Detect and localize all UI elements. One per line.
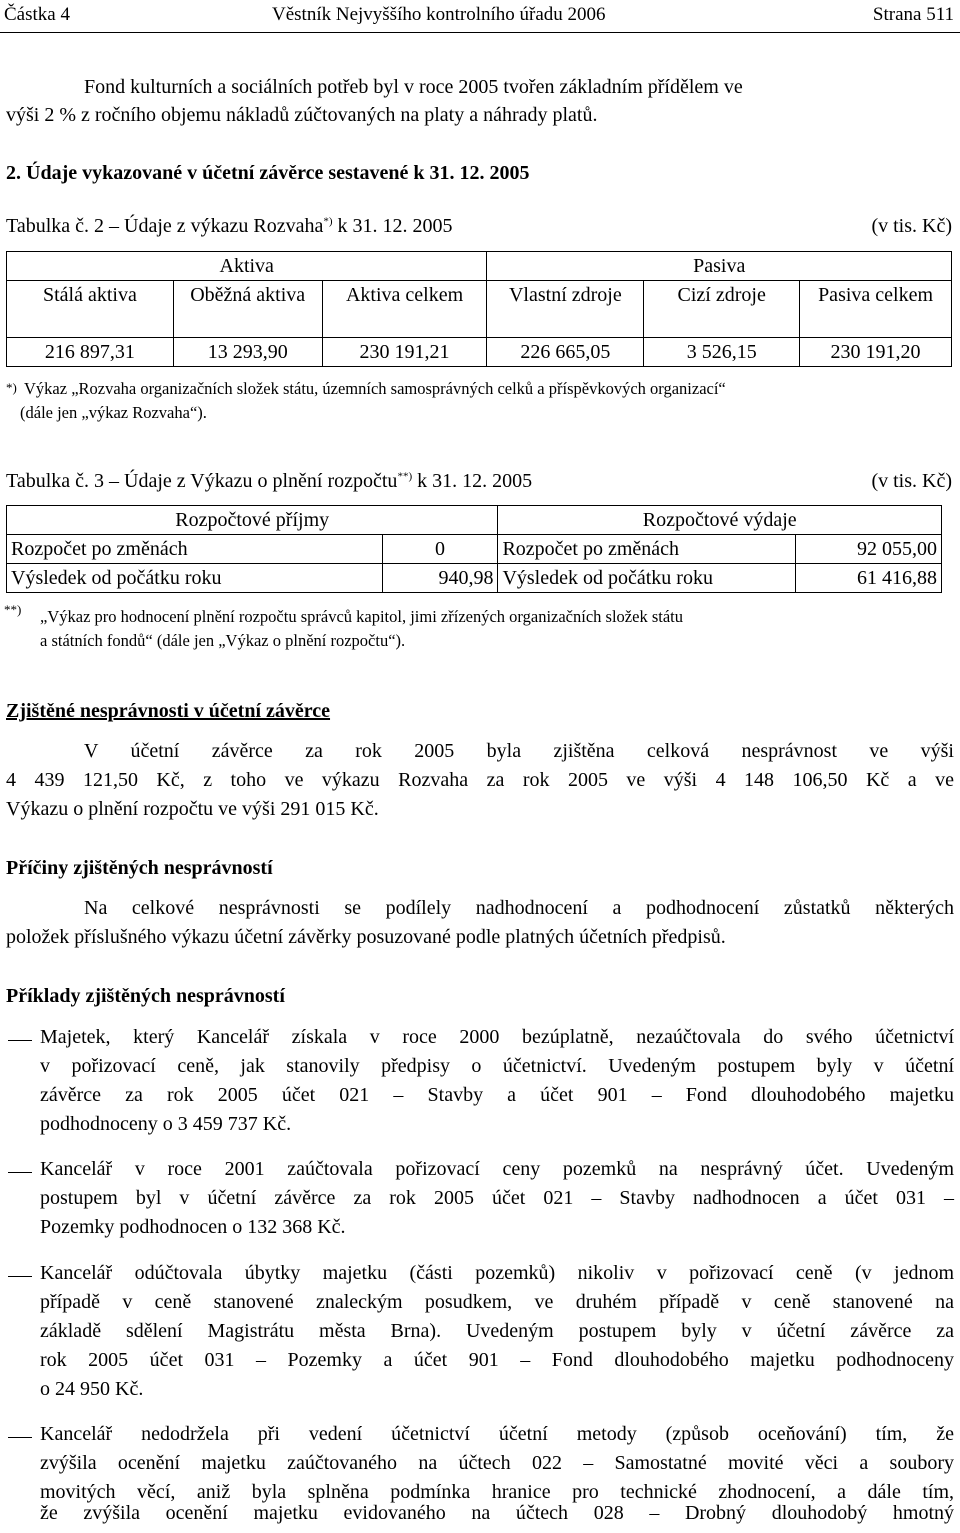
errors-line-3: Výkazu o plnění rozpočtu ve výši 291 015 Kč. <box>6 798 379 820</box>
table2-header-row <box>7 281 952 338</box>
table2-group-row <box>7 252 952 281</box>
table2-value-liabilities: 3 526,15 <box>644 338 800 367</box>
table-row <box>7 564 942 593</box>
table2-value-current-assets: 13 293,90 <box>173 338 322 367</box>
footnote-mark-1: *) <box>6 380 17 395</box>
table3-label-income: Rozpočet po změnách <box>7 535 383 564</box>
table2-group-liabilities: Pasiva <box>487 252 952 281</box>
table3-budget <box>6 505 942 593</box>
table2-header-total-assets: Aktiva celkem <box>322 281 487 338</box>
footnote-2-line-1: „Výkaz pro hodnocení plnění rozpočtu správců kapitol, jimi zřízených organizačních složek státu <box>40 607 683 626</box>
example-3-line-2: případě v ceně stanovené znaleckým posudkem, ve druhém případě v ceně stanovené na <box>40 1291 954 1313</box>
example-2-line-3: Pozemky podhodnocen o 132 368 Kč. <box>40 1216 346 1238</box>
table3-label-expense: Rozpočet po změnách <box>498 535 796 564</box>
causes-line-1: Na celkové nesprávnosti se podílely nadhodnocení a podhodnocení zůstatků některých <box>84 897 954 919</box>
table3-value-expense: 92 055,00 <box>796 535 942 564</box>
example-4-line-1: Kancelář nedodržela při vedení účetnictví účetní metody (způsob oceňování) tím, že <box>40 1423 954 1445</box>
table2-header-current-assets: Oběžná aktiva <box>173 281 322 338</box>
example-3-line-5: o 24 950 Kč. <box>40 1378 144 1400</box>
table3-caption: Tabulka č. 3 – Údaje z Výkazu o plnění rozpočtu**) k 31. 12. 2005 <box>6 470 533 492</box>
errors-heading: Zjištěné nesprávnosti v účetní závěrce <box>6 700 331 722</box>
table3-header-expense: Rozpočtové výdaje <box>498 506 942 535</box>
table2-group-assets: Aktiva <box>7 252 487 281</box>
example-3-line-1: Kancelář odúčtovala úbytky majetku (části pozemků) nikoliv v pořizovací ceně (v jednom <box>40 1262 954 1284</box>
table2-header-total-liabilities: Pasiva celkem <box>800 281 952 338</box>
errors-line-2: 4 439 121,50 Kč, z toho ve výkazu Rozvaha za rok 2005 ve výši 4 148 106,50 Kč a ve <box>6 769 954 791</box>
table2-value-total-assets: 230 191,21 <box>322 338 487 367</box>
table-row <box>7 338 952 367</box>
example-4-line-3: movitých věcí, aniž byla splněna podmínka hranice pro technické zhodnocení, a dále tím, <box>40 1481 954 1503</box>
footnote-1-line-1: Výkaz „Rozvaha organizačních složek státu, územních samosprávných celků a příspěvkových organizací“ <box>24 379 726 398</box>
table2-balance-sheet <box>6 251 952 367</box>
footnote-mark-2: **) <box>4 602 22 617</box>
header-journal-title: Věstník Nejvyššího kontrolního úřadu 2006 <box>272 4 606 25</box>
page-header <box>0 0 960 33</box>
dash-bullet-icon <box>8 1040 32 1041</box>
example-2-line-1: Kancelář v roce 2001 zaúčtovala pořizovací ceny pozemků na nesprávný účet. Uvedeným <box>40 1158 954 1180</box>
example-1-line-4: podhodnoceny o 3 459 737 Kč. <box>40 1113 292 1135</box>
examples-heading: Příklady zjištěných nesprávností <box>6 985 285 1007</box>
example-4-line-2: zvýšila ocenění majetku zaúčtovaného na účtech 022 – Samostatné movité věci a soubory <box>40 1452 954 1474</box>
footnote-1-line-2: (dále jen „výkaz Rozvaha“). <box>20 403 207 422</box>
example-1-line-2: v pořizovací ceně, jak stanovily předpisy o účetnictví. Uvedeným postupem byly v účetní <box>40 1055 954 1077</box>
table3-label-expense: Výsledek od počátku roku <box>498 564 796 593</box>
header-page-number: Strana 511 <box>872 4 954 25</box>
example-2-line-2: postupem byl v účetní závěrce za rok 2005 účet 021 – Stavby nadhodnocen a účet 031 – <box>40 1187 954 1209</box>
example-1-line-1: Majetek, který Kancelář získala v roce 2000 bezúplatně, nezaúčtovala do svého účetnictví <box>40 1026 954 1048</box>
causes-heading: Příčiny zjištěných nesprávností <box>6 857 273 879</box>
example-3-line-3: základě sdělení Magistrátu města Brna). Uvedeným postupem byly v účetní závěrce za <box>40 1320 954 1342</box>
table2-header-liabilities: Cizí zdroje <box>644 281 800 338</box>
header-issue: Částka 4 <box>4 4 70 25</box>
causes-line-2: položek příslušného výkazu účetní závěrky posuzované podle platných účetních předpisů. <box>6 926 726 948</box>
table3-label-income: Výsledek od počátku roku <box>7 564 383 593</box>
table2-unit: (v tis. Kč) <box>871 215 952 237</box>
footnote-2-line-2: a státních fondů“ (dále jen „Výkaz o plnění rozpočtu“). <box>40 631 406 650</box>
dash-bullet-icon <box>8 1276 32 1277</box>
section-heading: 2. Údaje vykazované v účetní závěrce sestavené k 31. 12. 2005 <box>6 162 530 184</box>
table2-header-fixed-assets: Stálá aktiva <box>7 281 174 338</box>
table3-header-row <box>7 506 942 535</box>
table-row <box>7 535 942 564</box>
example-4-line-4: že zvýšila ocenění majetku evidovaného na účtech 028 – Drobný dlouhodobý hmotný <box>40 1502 954 1524</box>
table2-caption: Tabulka č. 2 – Údaje z výkazu Rozvaha*) k 31. 12. 2005 <box>6 215 453 237</box>
table2-value-equity: 226 665,05 <box>487 338 644 367</box>
example-1-line-3: závěrce za rok 2005 účet 021 – Stavby a účet 901 – Fond dlouhodobého majetku <box>40 1084 954 1106</box>
errors-line-1: V účetní závěrce za rok 2005 byla zjištěna celková nesprávnost ve výši <box>84 740 954 762</box>
table2-header-equity: Vlastní zdroje <box>487 281 644 338</box>
example-3-line-4: rok 2005 účet 031 – Pozemky a účet 901 – Fond dlouhodobého majetku podhodnoceny <box>40 1349 954 1371</box>
intro-line-2: výši 2 % z ročního objemu nákladů zúčtovaných na platy a náhrady platů. <box>6 104 598 126</box>
table2-value-total-liabilities: 230 191,20 <box>800 338 952 367</box>
table3-value-expense: 61 416,88 <box>796 564 942 593</box>
table3-unit: (v tis. Kč) <box>871 470 952 492</box>
table3-value-income: 940,98 <box>382 564 498 593</box>
intro-line-1: Fond kulturních a sociálních potřeb byl v roce 2005 tvořen základním přídělem ve <box>84 76 743 98</box>
table3-header-income: Rozpočtové příjmy <box>7 506 498 535</box>
dash-bullet-icon <box>8 1172 32 1173</box>
dash-bullet-icon <box>8 1437 32 1438</box>
table3-value-income: 0 <box>382 535 498 564</box>
table2-value-fixed-assets: 216 897,31 <box>7 338 174 367</box>
